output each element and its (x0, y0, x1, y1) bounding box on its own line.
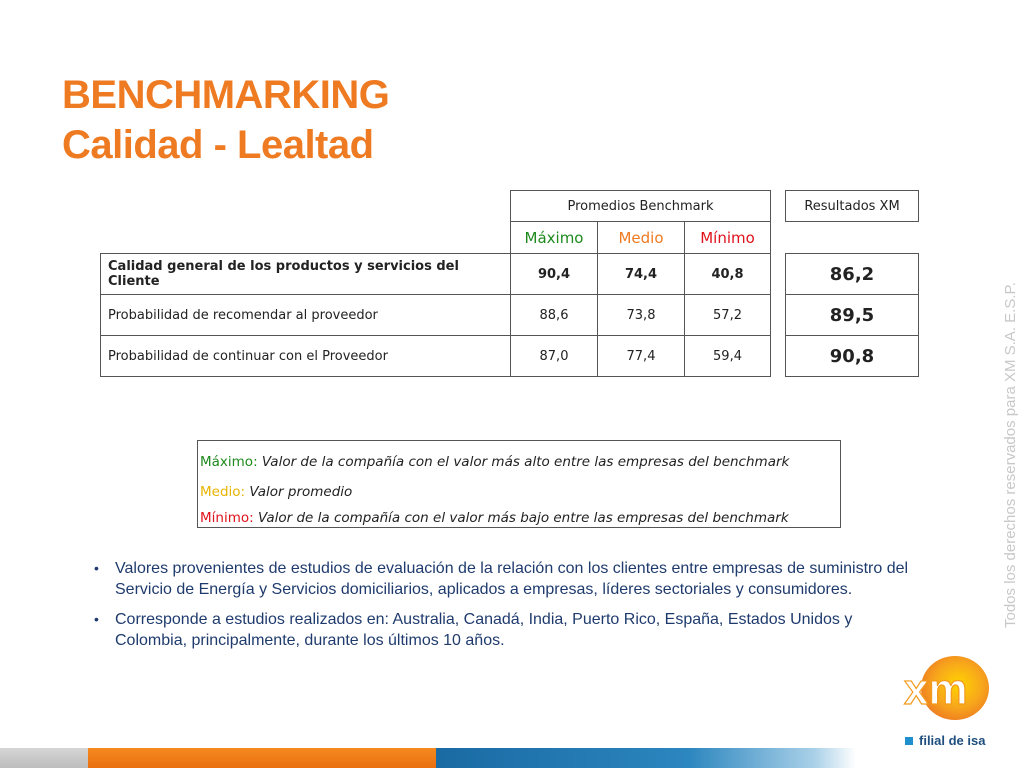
cell-medio: 77,4 (598, 336, 685, 377)
copyright-note: Todos los derechos reservados para XM S.A. E.S.P. (1002, 282, 1019, 628)
cell-medio: 74,4 (598, 254, 685, 295)
bullet-icon: • (94, 611, 99, 627)
cell-medio: 73,8 (598, 295, 685, 336)
cell-maximo: 88,6 (511, 295, 598, 336)
legend-key: Máximo: (200, 454, 258, 470)
column-header-minimo: Mínimo (685, 222, 771, 254)
list-item (92, 558, 912, 600)
benchmark-group-header: Promedios Benchmark (511, 191, 771, 222)
cell-maximo: 87,0 (511, 336, 598, 377)
row-label: Calidad general de los productos y servicios del Cliente (101, 254, 511, 295)
bullet-icon: • (94, 560, 99, 576)
table-row (101, 295, 771, 336)
legend-box (197, 440, 841, 528)
legend-item-medio (200, 484, 352, 500)
legend-item-maximo (200, 454, 789, 470)
legend-description: Valor de la compañía con el valor más bajo entre las empresas del benchmark (257, 510, 789, 526)
result-value: 86,2 (786, 254, 919, 295)
cell-minimo: 59,4 (685, 336, 771, 377)
legend-description: Valor de la compañía con el valor más alto entre las empresas del benchmark (261, 454, 790, 470)
footer-segment-gray (0, 748, 88, 768)
table-row (101, 254, 771, 295)
cell-minimo: 57,2 (685, 295, 771, 336)
row-label: Probabilidad de recomendar al proveedor (101, 295, 511, 336)
results-header: Resultados XM (786, 191, 919, 222)
brand-tagline: filial de isa (905, 733, 985, 748)
page-title (62, 70, 389, 170)
benchmark-table (100, 190, 771, 377)
note-text: Corresponde a estudios realizados en: Australia, Canadá, India, Puerto Rico, España, Estados Unidos y Colombia, principalmente, durante los últimos 10 años. (115, 611, 853, 649)
note-text: Valores provenientes de estudios de evaluación de la relación con los clientes entre empresas de suministro del Servicio de Energía y Servicios domiciliarios, aplicados a empresas, líderes sectoriales y consumidores. (115, 560, 909, 598)
title-line-2: Calidad - Lealtad (62, 123, 374, 167)
results-table (785, 190, 919, 377)
xm-logo-icon (900, 652, 992, 722)
legend-description: Valor promedio (249, 484, 353, 500)
footer-bar (0, 748, 1024, 768)
column-header-medio: Medio (598, 222, 685, 254)
square-icon (905, 737, 913, 745)
footer-segment-orange (88, 748, 436, 768)
row-label: Probabilidad de continuar con el Proveedor (101, 336, 511, 377)
footer-segment-blue (436, 748, 856, 768)
result-value: 90,8 (786, 336, 919, 377)
legend-item-minimo (200, 510, 789, 526)
cell-maximo: 90,4 (511, 254, 598, 295)
notes-list (92, 558, 912, 660)
legend-key: Mínimo: (200, 510, 254, 526)
logo-text: xm (904, 665, 968, 714)
title-line-1: BENCHMARKING (62, 73, 390, 117)
result-value: 89,5 (786, 295, 919, 336)
list-item (92, 609, 912, 651)
table-row (101, 336, 771, 377)
cell-minimo: 40,8 (685, 254, 771, 295)
legend-key: Medio: (200, 484, 246, 500)
column-header-maximo: Máximo (511, 222, 598, 254)
